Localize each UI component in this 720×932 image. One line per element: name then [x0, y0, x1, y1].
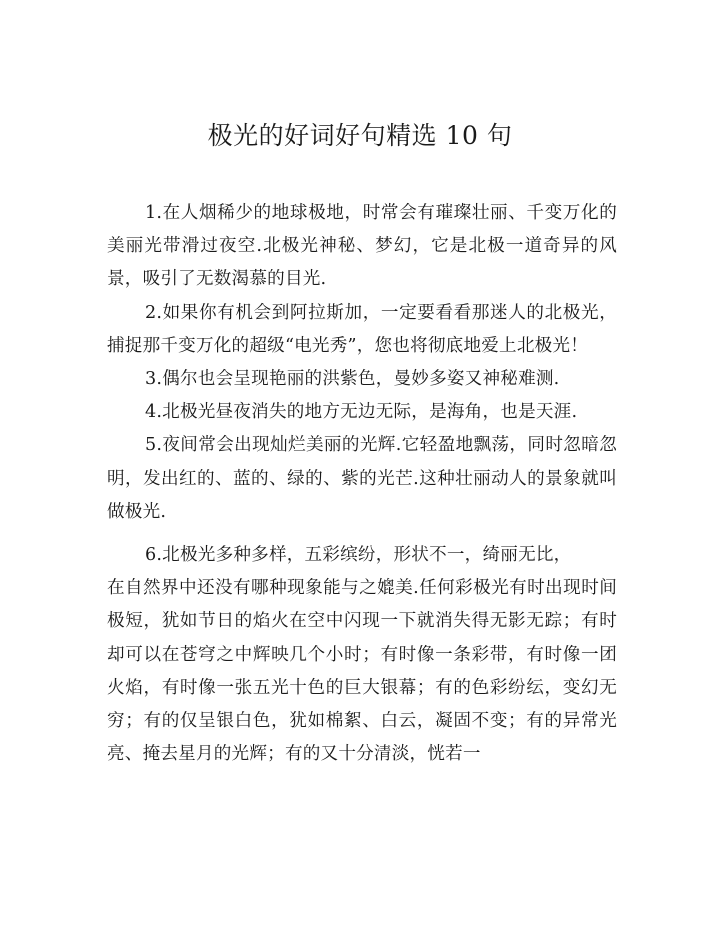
document-body: [107, 197, 617, 771]
paragraph-6-continued: 在自然界中还没有哪种现象能与之媲美.任何彩极光有时出现时间极短，犹如节日的焰火在空中闪现一下就消失得无影无踪；有时却可以在苍穹之中辉映几个小时；有时像一条彩带，有时像一团火焰，有时像一张五光十色的巨大银幕；有的色彩纷纭，变幻无穷；有的仅呈银白色，犹如棉絮、白云，凝固不变；有的异常光亮、掩去星月的光辉；有的又十分清淡，恍若一: [107, 578, 617, 765]
paragraph-1: 1.在人烟稀少的地球极地，时常会有璀璨壮丽、千变万化的美丽光带滑过夜空.北极光神秘、梦幻，它是北极一道奇异的风景，吸引了无数渴慕的目光.: [107, 203, 617, 290]
paragraph-4: 4.北极光昼夜消失的地方无边无际，是海角，也是天涯.: [145, 402, 578, 423]
paragraph-6: 6.北极光多种多样，五彩缤纷，形状不一，绮丽无比，: [145, 545, 572, 566]
paragraph-3: 3.偶尔也会呈现艳丽的洪紫色，曼妙多姿又神秘难测.: [145, 369, 560, 390]
paragraph-2: 2.如果你有机会到阿拉斯加，一定要看看那迷人的北极光，捕捉那千变万化的超级“电光秀”，您也将彻底地爱上北极光！: [107, 302, 617, 356]
document-title: 极光的好词好句精选 10 句: [207, 121, 513, 150]
paragraph-5: 5.夜间常会出现灿烂美丽的光辉.它轻盈地飘荡，同时忽暗忽明，发出红的、蓝的、绿的、紫的光芒.这种壮丽动人的景象就叫做极光.: [107, 435, 617, 522]
